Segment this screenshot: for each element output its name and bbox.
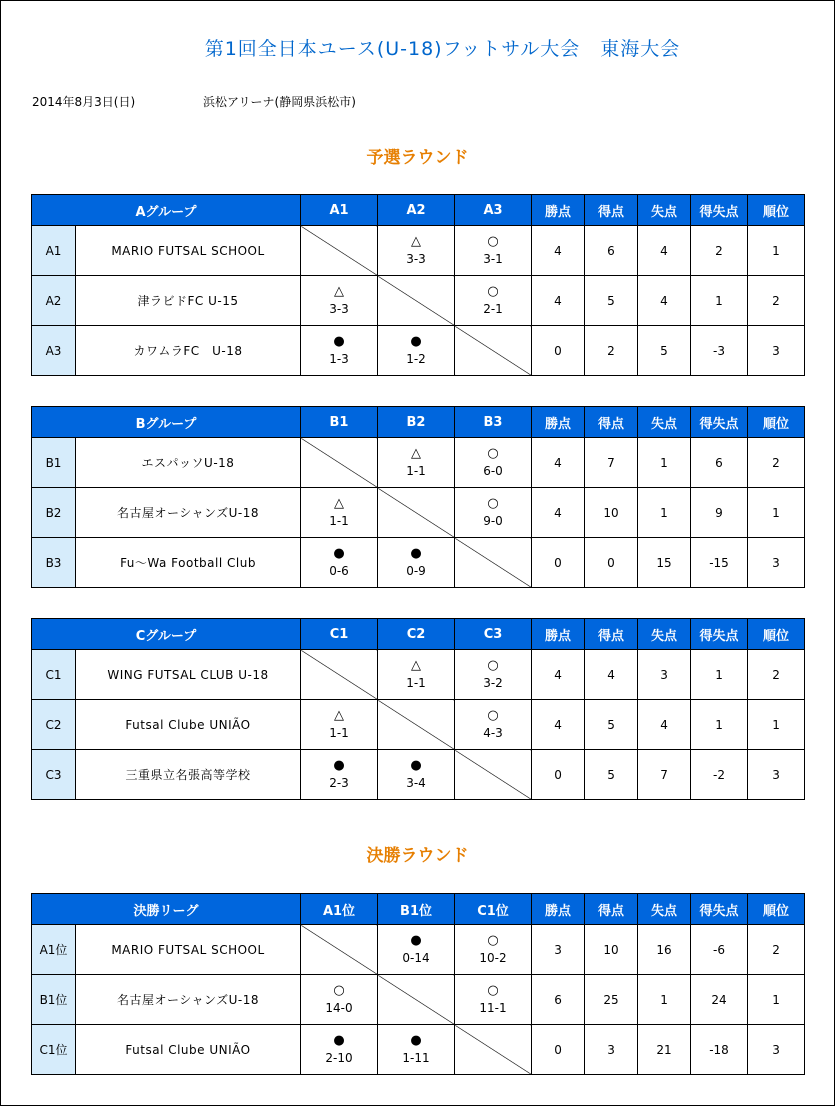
stat-value: 3 bbox=[638, 650, 691, 700]
team-code: C3 bbox=[32, 750, 76, 800]
stat-value: 3 bbox=[748, 538, 805, 588]
stat-value: 4 bbox=[532, 226, 585, 276]
self-match-cell bbox=[301, 226, 378, 276]
result-symbol: ● bbox=[333, 1032, 345, 1048]
match-score: 1-11 bbox=[402, 1050, 430, 1065]
stat-value: 4 bbox=[532, 488, 585, 538]
table-row bbox=[32, 975, 805, 1025]
team-name: MARIO FUTSAL SCHOOL bbox=[76, 925, 301, 975]
stat-value: 5 bbox=[638, 326, 691, 376]
stat-value: 5 bbox=[585, 700, 638, 750]
team-code: A3 bbox=[32, 326, 76, 376]
result-symbol: △ bbox=[334, 707, 345, 723]
event-date: 2014年8月3日(日) bbox=[32, 95, 136, 109]
stat-column-header: 失点 bbox=[638, 894, 691, 925]
stat-value: -2 bbox=[691, 750, 748, 800]
stat-value: 2 bbox=[748, 650, 805, 700]
stat-value: 3 bbox=[748, 1025, 805, 1075]
match-result-cell bbox=[301, 538, 378, 588]
match-result-cell bbox=[301, 326, 378, 376]
group-name: 決勝リーグ bbox=[32, 894, 301, 925]
match-score: 3-3 bbox=[406, 251, 426, 266]
match-result-cell bbox=[301, 488, 378, 538]
stat-column-header: 勝点 bbox=[532, 619, 585, 650]
table-row bbox=[32, 438, 805, 488]
opponent-column-header: C1位 bbox=[455, 894, 532, 925]
match-result-cell bbox=[378, 326, 455, 376]
team-code: B1位 bbox=[32, 975, 76, 1025]
stat-value: -18 bbox=[691, 1025, 748, 1075]
stat-value: 7 bbox=[585, 438, 638, 488]
stat-column-header: 失点 bbox=[638, 619, 691, 650]
match-result-cell bbox=[455, 276, 532, 326]
stat-value: 2 bbox=[748, 925, 805, 975]
stat-value: 4 bbox=[638, 700, 691, 750]
stat-value: -3 bbox=[691, 326, 748, 376]
result-symbol: ○ bbox=[487, 707, 499, 723]
stat-value: 4 bbox=[532, 276, 585, 326]
stat-value: 1 bbox=[748, 975, 805, 1025]
self-match-cell bbox=[378, 276, 455, 326]
team-name: 名古屋オーシャンズU-18 bbox=[76, 975, 301, 1025]
result-symbol: ● bbox=[410, 932, 422, 948]
stat-value: 1 bbox=[638, 438, 691, 488]
match-score: 4-3 bbox=[483, 725, 503, 740]
stat-column-header: 順位 bbox=[748, 195, 805, 226]
group-name: Bグループ bbox=[32, 407, 301, 438]
stat-value: 4 bbox=[638, 226, 691, 276]
result-symbol: △ bbox=[411, 233, 421, 249]
table-row bbox=[32, 488, 805, 538]
stat-value: 1 bbox=[638, 975, 691, 1025]
stat-value: -6 bbox=[691, 925, 748, 975]
result-symbol: ● bbox=[333, 545, 345, 561]
table-row bbox=[32, 750, 805, 800]
match-result-cell bbox=[455, 488, 532, 538]
table-row bbox=[32, 538, 805, 588]
stat-value: 6 bbox=[585, 226, 638, 276]
opponent-column-header: C2 bbox=[378, 619, 455, 650]
group-table-3 bbox=[31, 618, 805, 800]
stat-value: 1 bbox=[691, 700, 748, 750]
match-score: 11-1 bbox=[479, 1000, 507, 1015]
match-result-cell bbox=[455, 700, 532, 750]
result-symbol: △ bbox=[411, 445, 421, 461]
stat-value: 1 bbox=[691, 276, 748, 326]
stat-value: 2 bbox=[691, 226, 748, 276]
match-score: 3-4 bbox=[406, 775, 426, 790]
team-name: MARIO FUTSAL SCHOOL bbox=[76, 226, 301, 276]
stat-value: 3 bbox=[748, 326, 805, 376]
stat-value: 9 bbox=[691, 488, 748, 538]
match-score: 1-1 bbox=[406, 675, 426, 690]
opponent-column-header: A3 bbox=[455, 195, 532, 226]
stat-column-header: 失点 bbox=[638, 195, 691, 226]
self-match-cell bbox=[455, 1025, 532, 1075]
team-code: A2 bbox=[32, 276, 76, 326]
team-code: C1位 bbox=[32, 1025, 76, 1075]
team-name: 三重県立名張高等学校 bbox=[76, 750, 301, 800]
match-score: 0-6 bbox=[329, 563, 349, 578]
match-score: 1-2 bbox=[406, 351, 426, 366]
team-code: A1位 bbox=[32, 925, 76, 975]
stat-value: 6 bbox=[691, 438, 748, 488]
result-symbol: ○ bbox=[487, 982, 499, 998]
match-result-cell bbox=[378, 226, 455, 276]
match-result-cell bbox=[455, 925, 532, 975]
stat-column-header: 得点 bbox=[585, 407, 638, 438]
self-match-cell bbox=[301, 925, 378, 975]
table-header-row bbox=[32, 195, 805, 226]
self-match-cell bbox=[455, 538, 532, 588]
stat-value: 10 bbox=[585, 488, 638, 538]
stat-value: 5 bbox=[585, 750, 638, 800]
match-result-cell bbox=[455, 650, 532, 700]
stat-column-header: 順位 bbox=[748, 619, 805, 650]
stat-column-header: 順位 bbox=[748, 407, 805, 438]
table-header-row bbox=[32, 619, 805, 650]
opponent-column-header: B1 bbox=[301, 407, 378, 438]
self-match-cell bbox=[378, 700, 455, 750]
stat-value: 25 bbox=[585, 975, 638, 1025]
stat-value: 3 bbox=[585, 1025, 638, 1075]
result-symbol: ● bbox=[410, 1032, 422, 1048]
match-result-cell bbox=[455, 975, 532, 1025]
stat-value: 4 bbox=[585, 650, 638, 700]
group-name: Cグループ bbox=[32, 619, 301, 650]
result-symbol: ● bbox=[333, 333, 345, 349]
stat-value: 0 bbox=[532, 750, 585, 800]
result-symbol: ● bbox=[410, 545, 422, 561]
self-match-cell bbox=[378, 488, 455, 538]
stat-value: 15 bbox=[638, 538, 691, 588]
stat-value: 1 bbox=[691, 650, 748, 700]
match-score: 0-9 bbox=[406, 563, 426, 578]
table-row bbox=[32, 276, 805, 326]
stat-value: 4 bbox=[638, 276, 691, 326]
team-name: 名古屋オーシャンズU-18 bbox=[76, 488, 301, 538]
group-table-1 bbox=[31, 194, 805, 376]
match-score: 2-1 bbox=[483, 301, 503, 316]
table-header-row bbox=[32, 407, 805, 438]
match-result-cell bbox=[301, 700, 378, 750]
group-table-4 bbox=[31, 893, 805, 1075]
group-table-2 bbox=[31, 406, 805, 588]
stat-value: 0 bbox=[532, 326, 585, 376]
stat-column-header: 得点 bbox=[585, 619, 638, 650]
team-code: B1 bbox=[32, 438, 76, 488]
result-symbol: ○ bbox=[487, 445, 499, 461]
stat-value: 1 bbox=[638, 488, 691, 538]
table-row bbox=[32, 925, 805, 975]
stat-column-header: 得失点 bbox=[691, 894, 748, 925]
match-result-cell bbox=[378, 438, 455, 488]
team-code: C2 bbox=[32, 700, 76, 750]
stat-column-header: 得失点 bbox=[691, 195, 748, 226]
team-name: Futsal Clube UNIÃO bbox=[76, 1025, 301, 1075]
match-result-cell bbox=[301, 1025, 378, 1075]
stat-value: 4 bbox=[532, 650, 585, 700]
stat-value: 3 bbox=[532, 925, 585, 975]
table-row bbox=[32, 1025, 805, 1075]
result-symbol: ○ bbox=[487, 233, 499, 249]
result-symbol: ○ bbox=[487, 932, 499, 948]
stat-column-header: 勝点 bbox=[532, 894, 585, 925]
event-venue: 浜松アリーナ(静岡県浜松市) bbox=[203, 95, 356, 109]
match-score: 14-0 bbox=[325, 1000, 353, 1015]
stat-value: 24 bbox=[691, 975, 748, 1025]
result-symbol: ● bbox=[333, 757, 345, 773]
table-row bbox=[32, 650, 805, 700]
self-match-cell bbox=[455, 750, 532, 800]
result-symbol: ● bbox=[410, 757, 422, 773]
match-score: 1-1 bbox=[406, 463, 426, 478]
self-match-cell bbox=[378, 975, 455, 1025]
page-title: 第1回全日本ユース(U-18)フットサル大会 東海大会 bbox=[204, 38, 681, 60]
team-name: カワムラFC U-18 bbox=[76, 326, 301, 376]
match-score: 3-3 bbox=[329, 301, 349, 316]
self-match-cell bbox=[301, 438, 378, 488]
stat-value: 3 bbox=[748, 750, 805, 800]
match-score: 9-0 bbox=[483, 513, 503, 528]
result-symbol: △ bbox=[334, 495, 344, 511]
stat-column-header: 得点 bbox=[585, 894, 638, 925]
prelim-section-title: 予選ラウンド bbox=[366, 148, 469, 168]
result-symbol: ○ bbox=[333, 982, 345, 998]
result-symbol: △ bbox=[334, 283, 344, 299]
stat-value: 10 bbox=[585, 925, 638, 975]
match-result-cell bbox=[301, 750, 378, 800]
opponent-column-header: A2 bbox=[378, 195, 455, 226]
match-score: 1-1 bbox=[329, 725, 349, 740]
match-score: 10-2 bbox=[479, 950, 507, 965]
match-result-cell bbox=[378, 925, 455, 975]
stat-value: 4 bbox=[532, 438, 585, 488]
match-score: 3-1 bbox=[483, 251, 503, 266]
team-code: B2 bbox=[32, 488, 76, 538]
team-name: WING FUTSAL CLUB U-18 bbox=[76, 650, 301, 700]
opponent-column-header: C1 bbox=[301, 619, 378, 650]
stat-value: 1 bbox=[748, 700, 805, 750]
stat-value: -15 bbox=[691, 538, 748, 588]
group-name: Aグループ bbox=[32, 195, 301, 226]
stat-value: 7 bbox=[638, 750, 691, 800]
match-result-cell bbox=[455, 226, 532, 276]
stat-column-header: 得点 bbox=[585, 195, 638, 226]
match-result-cell bbox=[378, 650, 455, 700]
result-symbol: ○ bbox=[487, 495, 499, 511]
table-row bbox=[32, 226, 805, 276]
final-section-title: 決勝ラウンド bbox=[366, 846, 469, 866]
opponent-column-header: B3 bbox=[455, 407, 532, 438]
stat-value: 6 bbox=[532, 975, 585, 1025]
opponent-column-header: B1位 bbox=[378, 894, 455, 925]
stat-value: 4 bbox=[532, 700, 585, 750]
opponent-column-header: C3 bbox=[455, 619, 532, 650]
team-code: B3 bbox=[32, 538, 76, 588]
table-header-row bbox=[32, 894, 805, 925]
stat-value: 2 bbox=[585, 326, 638, 376]
match-score: 1-1 bbox=[329, 513, 349, 528]
match-score: 3-2 bbox=[483, 675, 503, 690]
match-result-cell bbox=[378, 750, 455, 800]
match-result-cell bbox=[455, 438, 532, 488]
self-match-cell bbox=[455, 326, 532, 376]
stat-column-header: 得失点 bbox=[691, 407, 748, 438]
result-symbol: ○ bbox=[487, 283, 499, 299]
result-symbol: △ bbox=[411, 657, 422, 673]
match-score: 0-14 bbox=[402, 950, 430, 965]
stat-value: 1 bbox=[748, 488, 805, 538]
stat-column-header: 順位 bbox=[748, 894, 805, 925]
stat-column-header: 失点 bbox=[638, 407, 691, 438]
result-symbol: ● bbox=[410, 333, 422, 349]
stat-column-header: 勝点 bbox=[532, 195, 585, 226]
stat-value: 2 bbox=[748, 276, 805, 326]
team-name: 津ラビドFC U-15 bbox=[76, 276, 301, 326]
match-result-cell bbox=[378, 538, 455, 588]
match-score: 6-0 bbox=[483, 463, 503, 478]
stat-value: 21 bbox=[638, 1025, 691, 1075]
match-score: 2-3 bbox=[329, 775, 349, 790]
match-result-cell bbox=[301, 975, 378, 1025]
team-name: Futsal Clube UNIÃO bbox=[76, 700, 301, 750]
opponent-column-header: A1 bbox=[301, 195, 378, 226]
match-score: 1-3 bbox=[329, 351, 349, 366]
match-result-cell bbox=[378, 1025, 455, 1075]
team-code: C1 bbox=[32, 650, 76, 700]
stat-value: 0 bbox=[532, 538, 585, 588]
team-name: Fu～Wa Football Club bbox=[76, 538, 301, 588]
self-match-cell bbox=[301, 650, 378, 700]
match-result-cell bbox=[301, 276, 378, 326]
stat-value: 1 bbox=[748, 226, 805, 276]
stat-value: 16 bbox=[638, 925, 691, 975]
table-row bbox=[32, 326, 805, 376]
table-row bbox=[32, 700, 805, 750]
team-code: A1 bbox=[32, 226, 76, 276]
stat-column-header: 得失点 bbox=[691, 619, 748, 650]
result-symbol: ○ bbox=[487, 657, 499, 673]
match-score: 2-10 bbox=[325, 1050, 353, 1065]
stat-column-header: 勝点 bbox=[532, 407, 585, 438]
stat-value: 5 bbox=[585, 276, 638, 326]
stat-value: 2 bbox=[748, 438, 805, 488]
team-name: エスパッソU-18 bbox=[76, 438, 301, 488]
opponent-column-header: B2 bbox=[378, 407, 455, 438]
opponent-column-header: A1位 bbox=[301, 894, 378, 925]
stat-value: 0 bbox=[532, 1025, 585, 1075]
stat-value: 0 bbox=[585, 538, 638, 588]
